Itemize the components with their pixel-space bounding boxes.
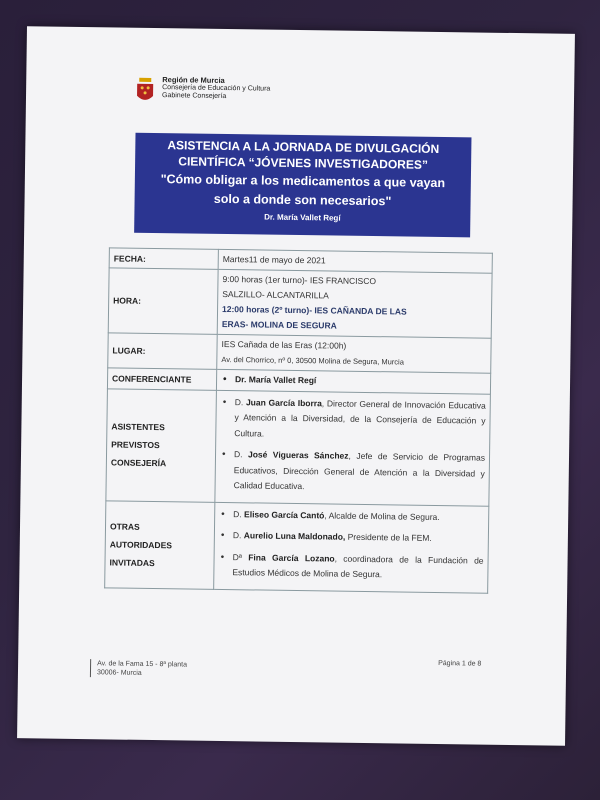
list-item <box>232 550 483 585</box>
label-line: INVITADAS <box>109 556 155 568</box>
list-item <box>233 528 484 547</box>
conferenciante-label: CONFERENCIANTE <box>107 368 216 390</box>
person-role: , Director General de Innovación Educativa y Atención a la Diversidad, de la Consejería de Educación y Cultura. <box>234 397 486 439</box>
hora-line: ERAS- MOLINA DE SEGURA <box>221 318 337 331</box>
address-line: 30006- Murcia <box>96 669 142 677</box>
person-name: José Vigueras Sánchez <box>247 449 349 461</box>
otras-value <box>214 502 489 593</box>
person-role: , coordinadora de la Fundación de Estudios Médicos de Molina de Segura. <box>232 553 484 580</box>
hora-line: 12:00 horas (2º turno)- IES CAÑANDA DE LAS <box>221 303 407 317</box>
table-row <box>106 388 491 505</box>
list-item <box>234 395 486 445</box>
page-number: Página 1 de 8 <box>438 660 482 668</box>
banner-author: Dr. María Vallet Regí <box>264 212 341 223</box>
hora-line: SALZILLO- ALCANTARILLA <box>222 288 329 301</box>
event-info-table <box>104 247 493 593</box>
hora-value <box>217 269 492 338</box>
banner-line-3: "Cómo obligar a los medicamentos a que vayan <box>160 172 446 191</box>
prefix: D. <box>233 508 245 519</box>
person-role: , Jefe de Servicio de Programas Educativos, Dirección General de Atención a la Diversidad y Calidad Educativa. <box>233 450 486 492</box>
label-line: PREVISTOS <box>111 439 160 451</box>
fecha-value: Martes11 de mayo de 2021 <box>218 249 492 273</box>
prefix: D. <box>234 396 247 407</box>
table-row <box>105 500 489 592</box>
table-row <box>108 268 492 338</box>
asistentes-label <box>106 388 217 502</box>
person-name: Eliseo García Cantó <box>244 508 325 520</box>
label-line: ASISTENTES <box>111 421 165 433</box>
person-role: Presidente de la FEM. <box>345 531 432 543</box>
lugar-label: LUGAR: <box>108 333 217 370</box>
address-line: Av. de la Fama 15 - 8ª planta <box>97 660 188 669</box>
label-line: AUTORIDADES <box>109 538 173 550</box>
lugar-line: Av. del Chorrico, nº 0, 30500 Molina de Segura, Murcia <box>221 354 404 367</box>
list-item <box>233 447 485 497</box>
banner-line-2: CIENTÍFICA “JÓVENES INVESTIGADORES” <box>178 154 428 172</box>
footer-address <box>90 659 187 678</box>
person-name: Fina García Lozano <box>248 551 335 564</box>
document-page <box>17 26 575 746</box>
hora-line: 9:00 horas (1er turno)- IES FRANCISCO <box>222 273 377 287</box>
list-item: • Dr. María Vallet Regí <box>235 372 486 391</box>
label-line: CONSEJERÍA <box>110 457 167 469</box>
title-banner <box>134 133 471 238</box>
banner-line-4: solo a donde son necesarios" <box>213 191 392 209</box>
lugar-value <box>217 334 491 373</box>
prefix: Dª <box>232 551 249 562</box>
region-logo <box>136 76 271 106</box>
region-name: Región de Murcia <box>162 75 225 85</box>
coat-of-arms-icon <box>136 76 154 104</box>
banner-line-1: ASISTENCIA A LA JORNADA DE DIVULGACIÓN <box>167 138 440 156</box>
list-item <box>233 507 484 526</box>
prefix: D. <box>232 530 244 541</box>
prefix: D. <box>233 449 249 460</box>
gabinete-name: Gabinete Consejería <box>161 92 227 100</box>
fecha-label: FECHA: <box>109 248 218 270</box>
otras-label <box>105 500 215 589</box>
hora-label: HORA: <box>108 268 218 335</box>
person-role: , Alcalde de Molina de Segura. <box>324 509 440 522</box>
asistentes-value <box>215 390 491 506</box>
lugar-line: IES Cañada de las Eras (12:00h) <box>221 338 347 351</box>
consejeria-name: Consejería de Educación y Cultura <box>162 84 271 93</box>
person-name: Aurelio Luna Maldonado, <box>243 530 346 542</box>
person-name: Juan García Iborra <box>245 396 322 408</box>
table-row <box>108 333 491 373</box>
label-line: OTRAS <box>109 520 140 532</box>
